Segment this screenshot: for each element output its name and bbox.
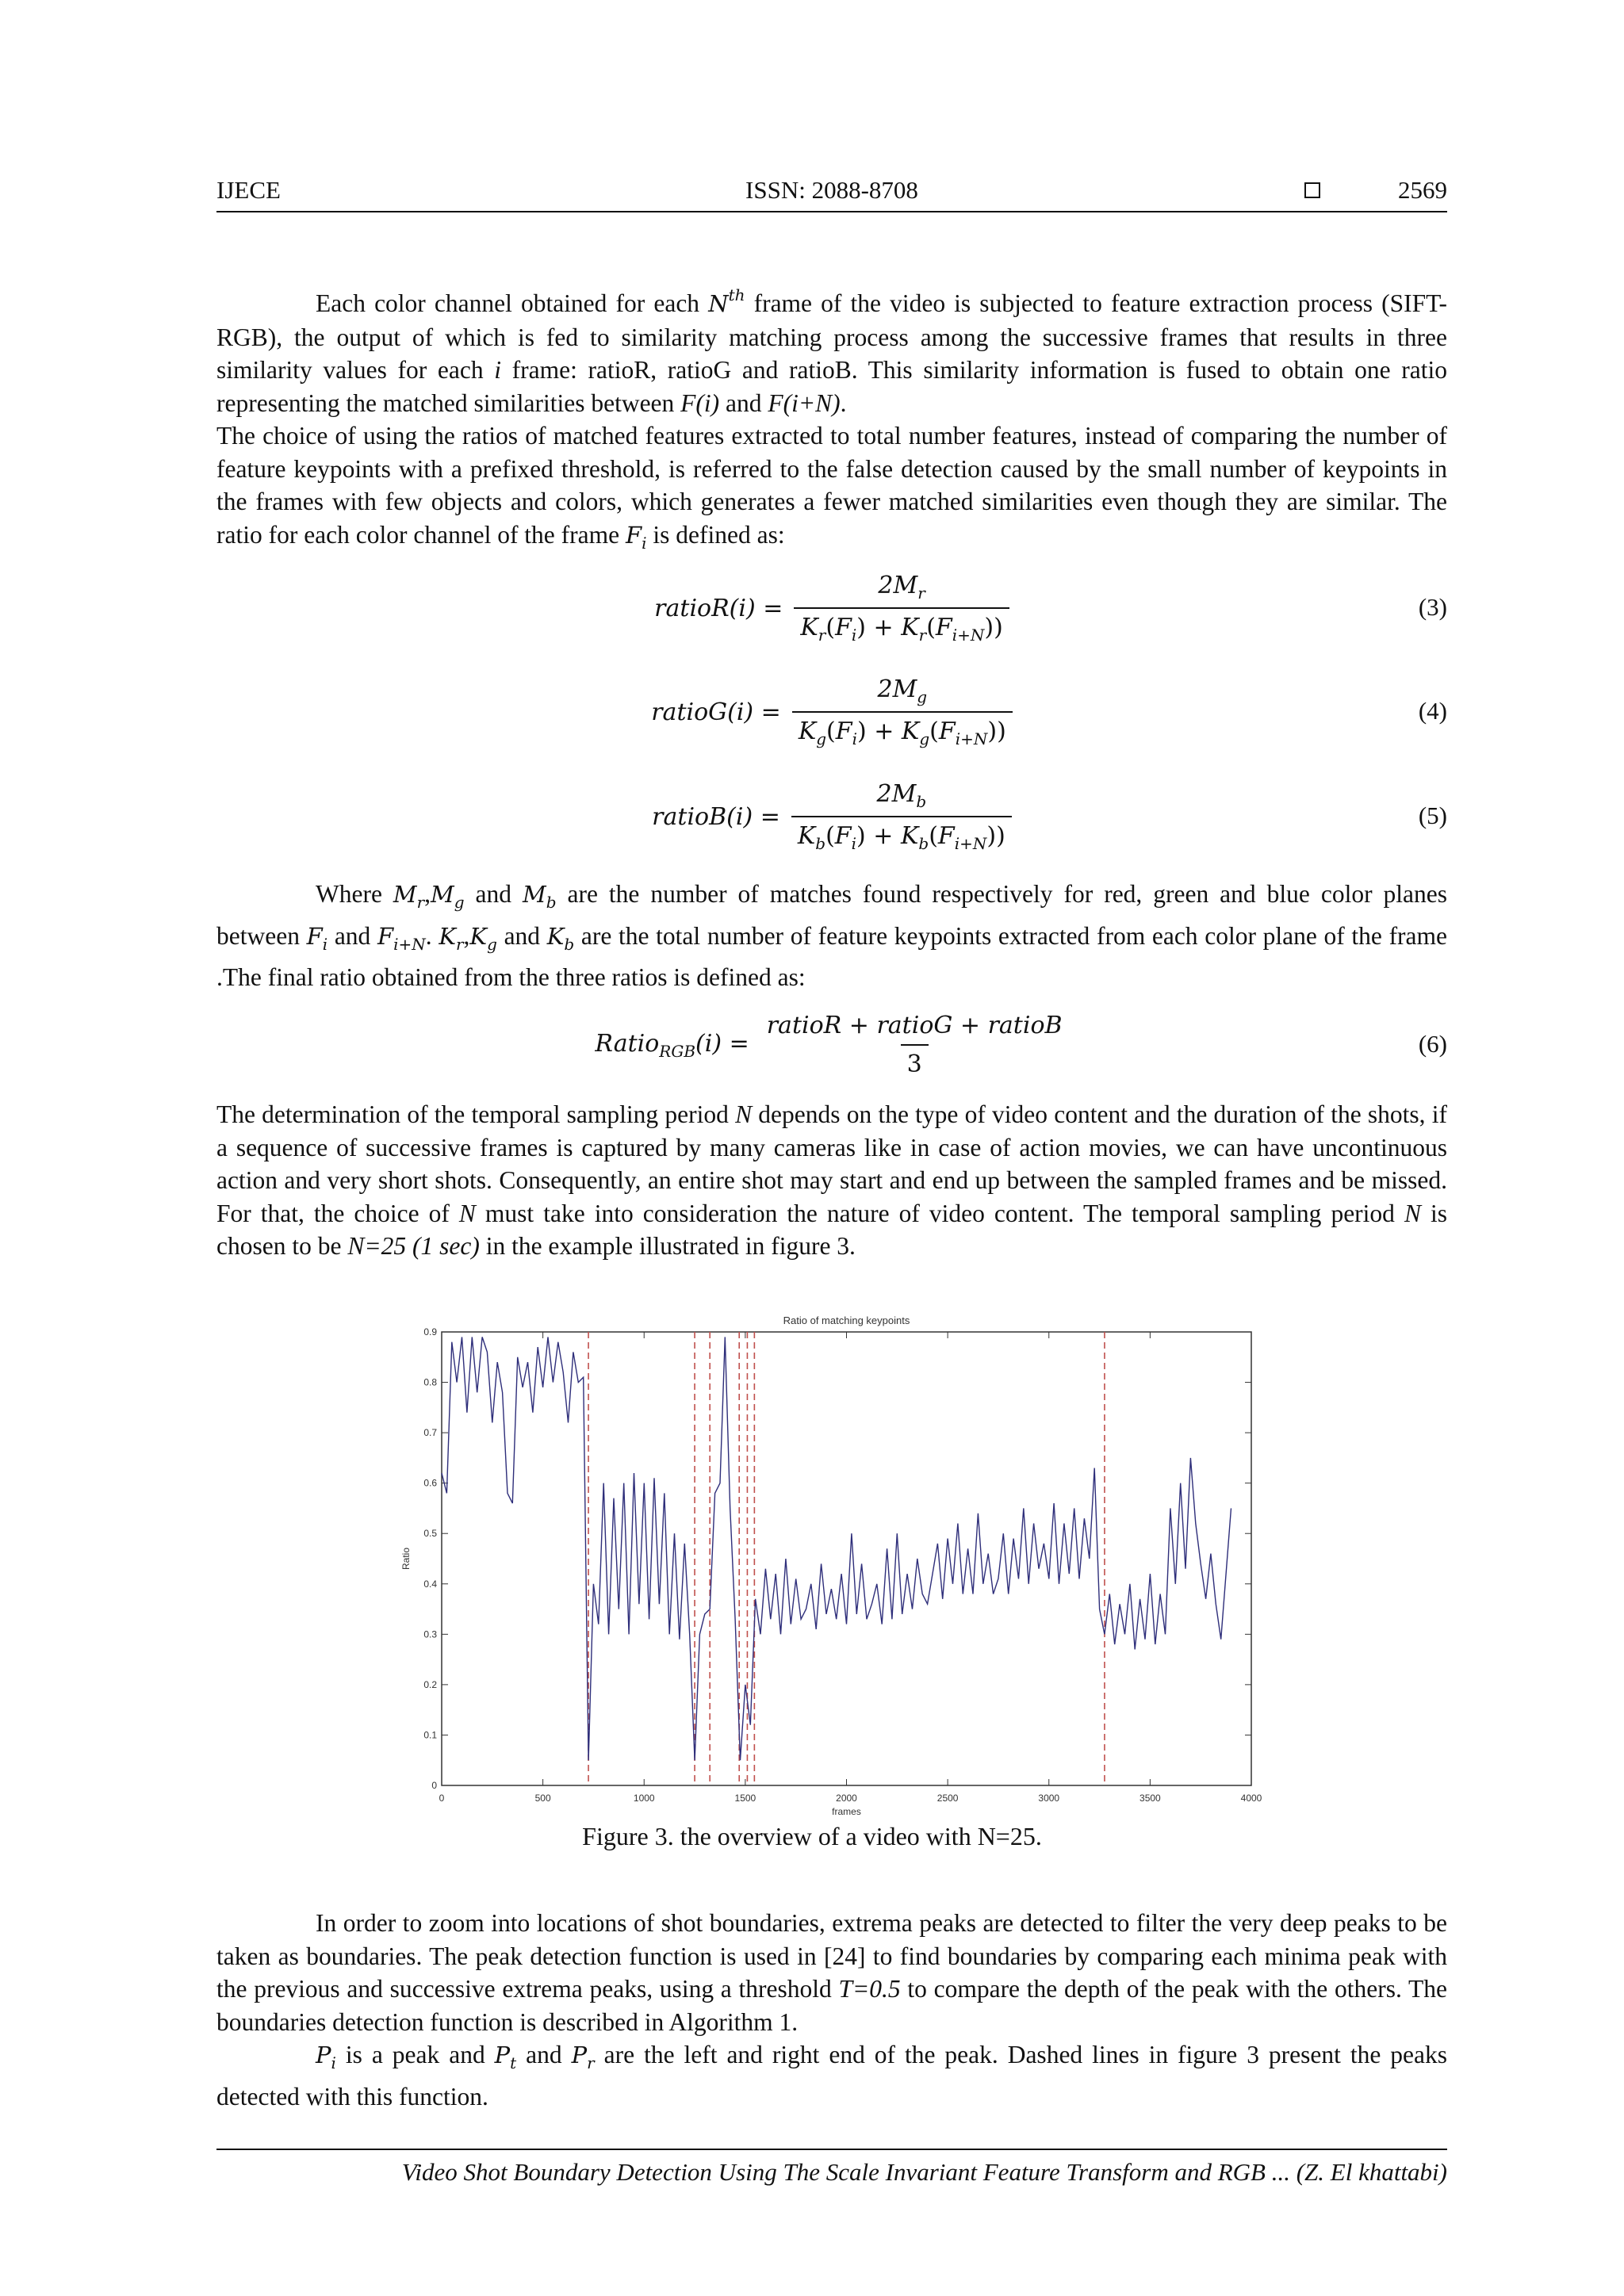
- equation-3: ratioR(i) = $\frac{2M_r}{K_r(F_i) + K_r(F_{i+N}))}$ (3): [654, 572, 1447, 645]
- paragraph-peak-definition: $P_i$ is a peak and $P_t$ and $P_r$ are the left and right end of the peak. Dashed lines in figure 3 present the peaks detected with this function.: [216, 2041, 1448, 2110]
- x-tick-label: 2000: [836, 1793, 857, 1804]
- equation-number: (4): [1418, 697, 1447, 725]
- line-chart: [396, 1304, 1269, 1820]
- body-text-1: [216, 279, 1447, 560]
- x-tick-label: 3500: [1139, 1793, 1161, 1804]
- paragraph-where: Where $M_r,M_g$ and $M_b$ are the number of matches found respectively for red, green and blue color planes between $F_i$ and $F_{i+N}$. $K_r,K_g$ and $K_b$ are the total number of feature keypoints extracted from each color plane of the frame .The final ratio obtained from the three ratios is defined as:: [216, 880, 1448, 991]
- body-text-4: [216, 1907, 1447, 2113]
- issn: ISSN: 2088-8708: [745, 176, 918, 204]
- equation-6: [216, 1001, 1447, 1089]
- y-tick-label: 0.7: [423, 1427, 437, 1439]
- journal-name: IJECE: [216, 176, 281, 204]
- equation-denominator: 3: [901, 1044, 929, 1078]
- y-tick-label: 0.3: [423, 1628, 437, 1640]
- y-tick-label: 0.4: [423, 1578, 437, 1590]
- y-tick-label: 0.9: [423, 1326, 437, 1337]
- x-tick-label: 0: [439, 1793, 445, 1804]
- figure-caption: Figure 3. the overview of a video with N=25.: [582, 1822, 1042, 1850]
- y-axis-label: Ratio: [400, 1547, 412, 1571]
- page-number: 2569: [1398, 176, 1447, 204]
- x-tick-label: 500: [534, 1793, 551, 1804]
- equation-number: (6): [1418, 1030, 1447, 1058]
- equation-number: (3): [1418, 593, 1447, 621]
- paragraph-sampling: The determination of the temporal sampling period N depends on the type of video content and the duration of the shots, if a sequence of successive frames is captured by many cameras like in case of action movies, we can have uncontinuous action and very short shots. Consequently, an entire shot may start and end up between the sampled frames and be missed. For that, the choice of N must take into consideration the nature of video content. The temporal sampling period N is chosen to be N=25 (1 sec) in the example illustrated in figure 3.: [216, 1100, 1447, 1260]
- body-text-3: [216, 1098, 1447, 1263]
- y-tick-label: 0.8: [423, 1376, 437, 1388]
- x-tick-label: 1000: [633, 1793, 655, 1804]
- paragraph-peaks: In order to zoom into locations of shot boundaries, extrema peaks are detected to filter the very deep peaks to be taken as boundaries. The peak detection function is used in [24] to find boundaries by comparing each minima peak with the previous and successive extrema peaks, using a threshold T=0.5 to compare the depth of the peak with the others. The boundaries detection function is described in Algorithm 1.: [216, 1909, 1447, 2036]
- body-text-2: [216, 878, 1447, 994]
- equation-5: ratioB(i) = $\frac{2M_b}{K_b(F_i) + K_b(F_{i+N}))}$ (5): [652, 780, 1447, 853]
- chart-title: Ratio of matching keypoints: [783, 1314, 910, 1326]
- y-tick-label: 0.6: [423, 1477, 437, 1489]
- y-tick-label: 0.2: [423, 1678, 437, 1690]
- footer-rule: [216, 2149, 1447, 2150]
- y-tick-label: 0.5: [423, 1528, 437, 1540]
- equation-number: (5): [1418, 802, 1447, 829]
- x-tick-label: 1500: [734, 1793, 756, 1804]
- plot-frame: [442, 1332, 1251, 1785]
- page-header: [216, 174, 1447, 212]
- page-footer: Video Shot Boundary Detection Using The Scale Invariant Feature Transform and RGB ... (Z. El khattabi): [401, 2158, 1447, 2186]
- paragraph-intro: Each color channel obtained for each $N^{th}$ frame of the video is subjected to feature extraction process (SIFT-RGB), the output of which is fed to similarity matching process among the successive frames that results in three similarity values for each i frame: ratioR, ratioG and ratioB. This similarity information is fused to obtain one ratio representing the matched similarities between F(i) and F(i+N).: [216, 285, 1448, 417]
- x-tick-label: 4000: [1240, 1793, 1262, 1804]
- equation-lhs: Ratio$_{RGB}$(i) =: [595, 1029, 749, 1061]
- x-tick-label: 3000: [1038, 1793, 1060, 1804]
- y-tick-label: 0.1: [423, 1729, 437, 1741]
- square-icon: [1304, 182, 1320, 198]
- x-tick-label: 2500: [936, 1793, 959, 1804]
- y-tick-label: 0: [431, 1780, 437, 1791]
- equation-lhs: ratioB(i) =: [652, 802, 780, 831]
- equation-lhs: ratioR(i) =: [654, 594, 783, 622]
- equation-numerator: ratioR + ratioG + ratioB: [766, 1012, 1063, 1039]
- figure-3: [396, 1304, 1269, 1820]
- paragraph-choice: The choice of using the ratios of matched features extracted to total number features, instead of comparing the number of feature keypoints with a prefixed threshold, is referred to the false detection caused by the small number of keypoints in the frames with few objects and colors, which generates a fewer matched similarities even though they are similar. The ratio for each color channel of the frame $F_i$ is defined as:: [216, 422, 1447, 553]
- x-axis-label: frames: [832, 1806, 861, 1817]
- equation-lhs: ratioG(i) =: [651, 698, 781, 726]
- equation-4: ratioG(i) = $\frac{2M_g}{K_g(F_i) + K_g(F_{i+N}))}$ (4): [651, 675, 1447, 748]
